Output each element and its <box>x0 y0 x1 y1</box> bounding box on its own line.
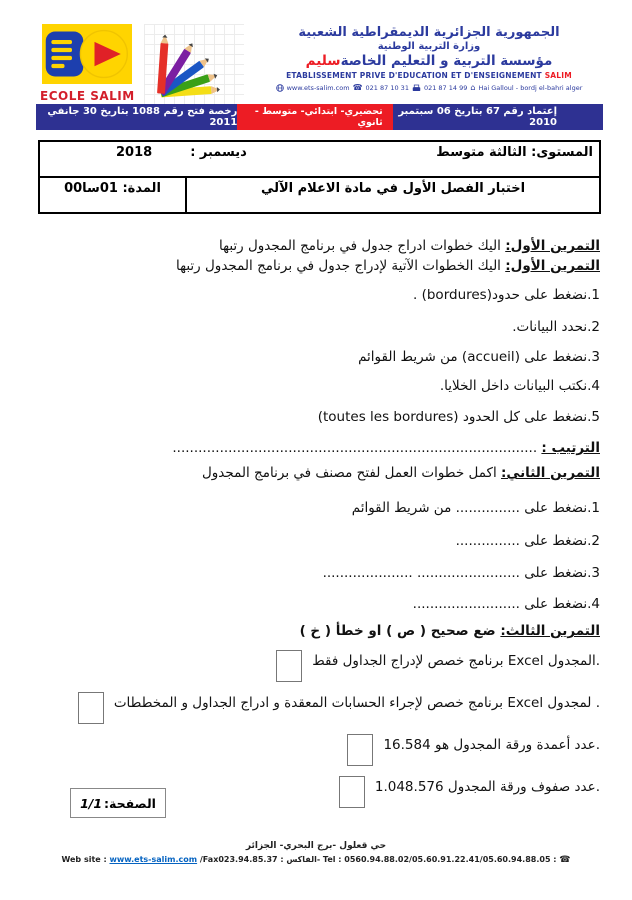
month-label: ديسمبر : <box>190 145 247 160</box>
telephone-icon: ☎ <box>559 855 571 865</box>
level-label: المستوى: الثالثة متوسط <box>436 145 593 160</box>
exercise2-title: التمرين الثاني: <box>501 465 600 481</box>
pencils-icon <box>144 24 244 104</box>
exercise3-statement-2 <box>38 690 600 724</box>
institution-name-fr <box>254 71 604 80</box>
levels-badge: تحضيري- ابتدائي- متوسط - ثانوي <box>237 104 392 130</box>
exercise2-intro-text: اكمل خطوات العمل لفتح مصنف في برنامج المجدول <box>201 465 497 481</box>
statement-text: .عدد صفوف ورقة المجدول 1.048.576 <box>374 779 600 796</box>
footer-website-link[interactable]: www.ets-salim.com <box>109 855 198 864</box>
institution-fr-name: SALIM <box>544 71 572 80</box>
exercise1-intro-line2 <box>38 258 600 275</box>
footer-tel: - Tel : 0560.94.88.02/05.60.91.22.41/05.60.94.88.05 : <box>316 855 560 864</box>
header-phone1: 021 87 10 31 <box>365 83 409 92</box>
exercise2-heading <box>38 465 600 482</box>
answer-checkbox-2[interactable] <box>78 692 104 724</box>
page-value: 1/1 <box>80 795 103 811</box>
exam-info-row-top <box>40 142 599 178</box>
exercise1-title-repeat: التمرين الأول: <box>505 257 600 274</box>
page-label: الصفحة: <box>104 795 156 811</box>
page-number-box <box>70 788 166 818</box>
republic-title: الجمهورية الجزائرية الديمقراطية الشعبية <box>298 25 560 40</box>
exercise2-step-1: 1.نضغط على ............... من شريط القوائم <box>351 499 600 516</box>
exercise2-step-4: 4.نضغط على ......................... <box>412 595 600 612</box>
exercise1-step-5: 5.نضغط على كل الحدود (toutes les bordures) <box>317 409 600 426</box>
exercise1-step-2: 2.نحدد البيانات. <box>512 318 600 335</box>
exam-date <box>116 145 247 160</box>
statement-text: . لمجدول Excel برنامج خصص لإجراء الحسابات المعقدة و ادراج الجداول و المخططات <box>113 695 600 712</box>
exercise2-step-2: 2.نضغط على ............... <box>455 532 600 549</box>
phone-icon: ☎ <box>352 83 363 92</box>
exercise1-step-3: 3.نضغط على (accueil) من شريط القوائم <box>358 348 600 365</box>
statement-text: .عدد أعمدة ورقة المجدول هو 16.584 <box>383 737 600 754</box>
school-name: ECOLE SALIM <box>40 89 135 103</box>
year-value: 2018 <box>116 145 153 160</box>
exercise1-intro2-text: اليك الخطوات الآتية لإدراج جدول في برنامج المجدول رتبها <box>176 257 501 274</box>
school-logo-icon <box>41 24 133 84</box>
accreditation-banner <box>36 104 603 130</box>
fax-icon <box>412 84 421 92</box>
order-dots: ..................................................................................... <box>172 440 538 457</box>
institution-name-ar <box>254 53 604 69</box>
footer-fax-ar: الفاكس <box>286 855 317 864</box>
license-text: رخصة فتح رقم 1088 بتاريخ 30 جانفي 2011 <box>47 106 238 128</box>
exam-info-table <box>38 140 601 214</box>
footer-web-label: Web site : <box>61 855 110 864</box>
exercise2-step-3: 3.نضغط على ........................ ..................... <box>322 564 600 581</box>
exercise1-step-4: 4.نكتب البيانات داخل الخلايا. <box>439 378 600 395</box>
home-icon: ⌂ <box>470 83 476 92</box>
header-address: Hai Galloul - bordj el-bahri alger <box>478 83 583 92</box>
exercise3-intro-text: ضع صحيح ( ص ) او خطأ ( خ ) <box>299 623 496 640</box>
header-text-block <box>254 24 604 104</box>
institution-ar-text: مؤسسة التربية و التعليم الخاصة <box>340 53 553 69</box>
exercise3-statement-3 <box>38 732 600 766</box>
footer-fax: /Fax023.94.85.37 : <box>197 855 287 864</box>
exercise1-step-1: 1.نضغط على حدود(bordures) . <box>413 286 600 303</box>
exam-title: اختبار الفصل الأول في مادة الاعلام الآلي <box>260 181 526 196</box>
ministry-title: وزارة التربية الوطنية <box>377 41 481 52</box>
footer-contact-line <box>0 855 632 865</box>
header-website-link[interactable]: www.ets-salim.com <box>286 83 350 92</box>
exam-duration: المدة: 01سا00 <box>40 178 187 212</box>
header-phone2: 021 87 14 99 <box>423 83 468 92</box>
exercise1-intro-line1 <box>38 238 600 255</box>
institution-fr-text: ETABLISSEMENT PRIVE D'EDUCATION ET D'ENSEIGNEMENT <box>286 71 542 80</box>
order-answer-line <box>38 440 600 457</box>
exercise3-statement-1 <box>38 648 600 682</box>
accreditation-text: إعتماد رقم 67 بتاريخ 06 سبتمبر 2010 <box>398 106 557 128</box>
order-label: الترتيب : <box>541 440 600 457</box>
globe-icon <box>276 84 284 92</box>
answer-checkbox-4[interactable] <box>339 776 365 808</box>
document-header <box>40 24 604 104</box>
header-contact-line <box>254 83 604 92</box>
footer-address: حي قعلول -برج البحري- الجزائر <box>245 841 387 851</box>
exam-body <box>38 228 600 808</box>
answer-checkbox-1[interactable] <box>276 650 302 682</box>
exercise1-intro1-text: اليك خطوات ادراج جدول في برنامج المجدول رتبها <box>219 238 501 254</box>
school-logo <box>40 24 134 104</box>
statement-text: .المجدول Excel برنامج خصص لإدراج الجداول فقط <box>312 653 600 670</box>
institution-ar-name: سليم <box>305 53 341 69</box>
answer-checkbox-3[interactable] <box>347 734 373 766</box>
pencils-illustration <box>144 24 244 104</box>
exam-info-row-bottom <box>40 178 599 212</box>
exercise1-title: التمرين الأول: <box>505 238 600 254</box>
exercise3-title: التمرين الثالث: <box>500 623 600 640</box>
exercise3-heading <box>38 623 600 640</box>
